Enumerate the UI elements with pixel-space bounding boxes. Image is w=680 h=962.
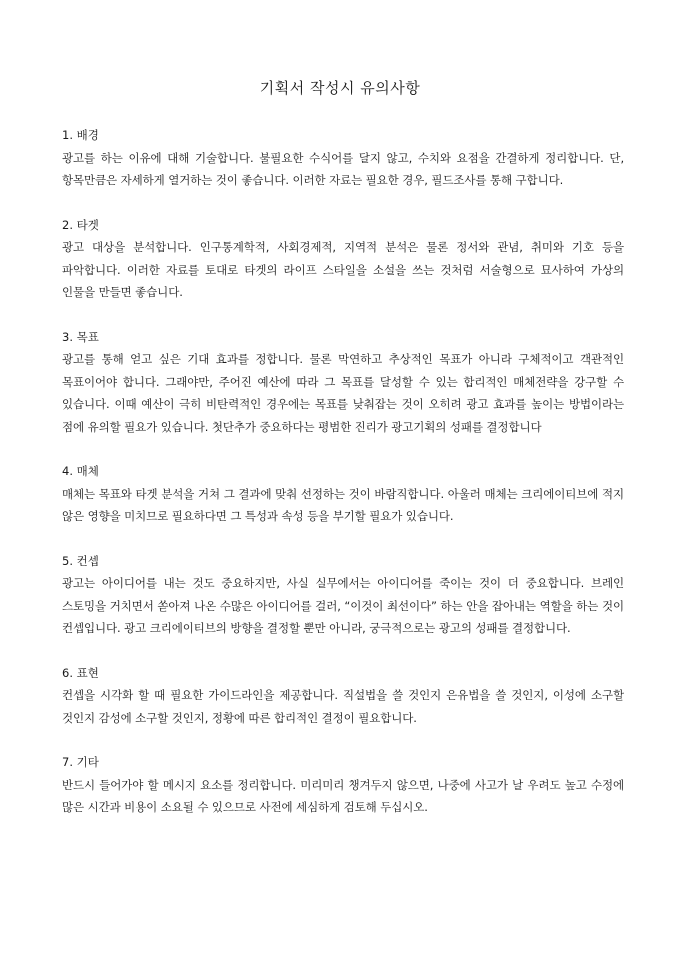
section-target xyxy=(62,214,624,304)
section-heading: 5. 컨셉 xyxy=(62,553,99,568)
section-heading: 7. 기타 xyxy=(62,755,99,769)
section-heading: 6. 표현 xyxy=(62,665,99,680)
section-body: 광고는 아이디어를 내는 것도 중요하지만, 사실 실무에서는 아이디어를 죽이는 것이 더 중요합니다. 브레인 스토밍을 거치면서 쏟아져 나온 수많은 아이디어를 걸러, “이것이 최선이다” 하는 안을 잡아내는 역할을 하는 것이 컨셉입니다. 광고 크리에이티브의 방향을 결정할 뿐만 아니라, 궁극적으로는 광고의 성패를 결정합니다. xyxy=(62,576,624,635)
section-body: 매체는 목표와 타겟 분석을 거쳐 그 결과에 맞춰 선정하는 것이 바람직합니다. 아울러 매체는 크리에이티브에 적지 않은 영향을 미치므로 필요하다면 그 특성과 속성 등을 부기할 필요가 있습니다. xyxy=(62,486,624,523)
document-title: 기획서 작성시 유의사항 xyxy=(259,79,421,97)
section-body: 반드시 들어가야 할 메시지 요소를 정리합니다. 미리미리 챙겨두지 않으면, 나중에 사고가 날 우려도 높고 수정에 많은 시간과 비용이 소요될 수 있으므로 사전에 세심하게 검토해 두십시오. xyxy=(62,777,624,814)
section-body: 광고를 통해 얻고 싶은 기대 효과를 정합니다. 물론 막연하고 추상적인 목표가 아니라 구체적이고 객관적인 목표이어야 합니다. 그래야만, 주어진 예산에 따라 그 목표를 달성할 수 있는 합리적인 매체전략을 강구할 수 있습니다. 이때 예산이 극히 비탄력적인 경우에는 목표를 낮춰잡는 것이 오히려 광고 효과를 높이는 방법이라는 점에 유의할 필요가 있습니다. 첫단추가 중요하다는 평범한 진리가 광고기획의 성패를 결정합니다 xyxy=(62,352,624,434)
section-list xyxy=(62,124,624,841)
section-expression xyxy=(62,662,624,730)
section-concept xyxy=(62,550,624,640)
section-heading: 4. 매체 xyxy=(62,464,99,478)
section-heading: 1. 배경 xyxy=(62,128,99,142)
section-goal xyxy=(62,326,624,439)
section-media xyxy=(62,460,624,528)
section-body: 광고를 하는 이유에 대해 기술합니다. 불필요한 수식어를 달지 않고, 수치와 요점을 간결하게 정리합니다. 단, 항목만큼은 자세하게 열거하는 것이 좋습니다. 이러한 자료는 필요한 경우, 필드조사를 통해 구합니다. xyxy=(62,150,624,187)
section-etc xyxy=(62,751,624,819)
section-body: 광고 대상을 분석합니다. 인구통계학적, 사회경제적, 지역적 분석은 물론 정서와 관념, 취미와 기호 등을 파악합니다. 이러한 자료를 토대로 타겟의 라이프 스타일을 소설을 쓰는 것처럼 서술형으로 묘사하여 가상의 인물을 만들면 좋습니다. xyxy=(62,240,624,299)
section-heading: 3. 목표 xyxy=(62,329,99,344)
section-body: 컨셉을 시각화 할 때 필요한 가이드라인을 제공합니다. 직설법을 쓸 것인지 은유법을 쓸 것인지, 이성에 소구할 것인지 감성에 소구할 것인지, 정황에 따른 합리적인 결정이 필요합니다. xyxy=(62,688,624,725)
section-heading: 2. 타겟 xyxy=(62,217,99,232)
section-background xyxy=(62,124,624,192)
